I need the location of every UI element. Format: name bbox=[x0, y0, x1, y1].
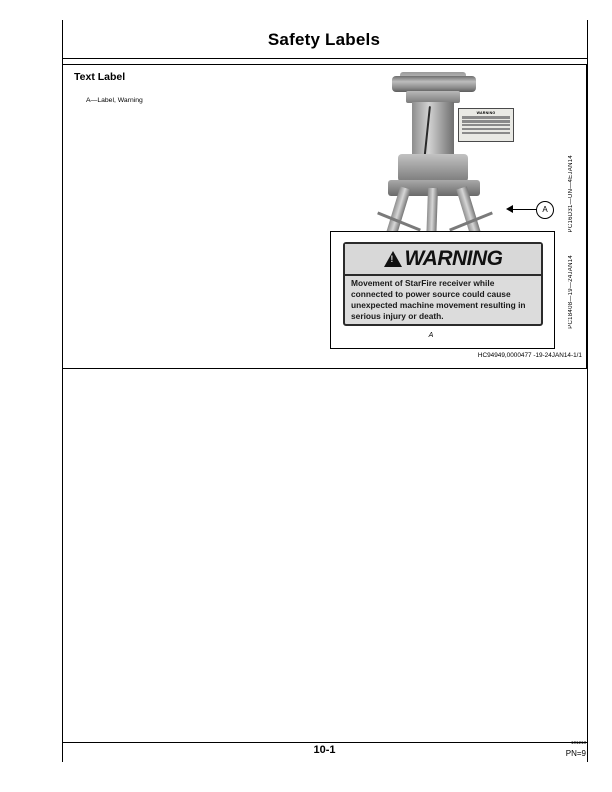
tripod-head bbox=[392, 76, 476, 92]
machine-warning-decal bbox=[458, 108, 514, 142]
figure-side-code-bottom: PC18408—19—24JAN14 bbox=[568, 255, 574, 329]
decal-text-line bbox=[462, 116, 510, 118]
warning-body-text: Movement of StarFire receiver while connected to power source could cause unexpected machine movement resulting in serious injury or death. bbox=[351, 278, 526, 321]
decal-text-line bbox=[462, 124, 510, 126]
footer-pn: PN=9 bbox=[565, 749, 586, 758]
decal-text-line bbox=[462, 120, 510, 122]
footer-date-code: 101213 bbox=[570, 740, 586, 745]
tripod-photo bbox=[340, 70, 525, 250]
section-heading: Text Label bbox=[74, 71, 126, 83]
warning-header bbox=[345, 244, 541, 276]
page-title: Safety Labels bbox=[267, 30, 381, 49]
footer-divider bbox=[62, 742, 587, 743]
decal-text-line bbox=[462, 132, 510, 134]
decal-signal-word: WARNING bbox=[476, 111, 496, 115]
warning-triangle-icon bbox=[384, 251, 402, 267]
figure-caption: A bbox=[428, 332, 434, 339]
header-divider bbox=[62, 58, 587, 59]
warning-label-panel bbox=[330, 231, 555, 349]
figure-id: HC94949,0000477 -19-24JAN14-1/1 bbox=[477, 352, 582, 359]
decal-text-line bbox=[462, 128, 510, 130]
tripod-column bbox=[412, 102, 454, 154]
tripod-hub bbox=[398, 154, 468, 182]
figure-block bbox=[330, 70, 555, 360]
legend-item-a: A—Label, Warning bbox=[86, 97, 143, 104]
page-number: 10-1 bbox=[313, 744, 336, 756]
warning-label bbox=[343, 242, 543, 326]
callout-badge-a: A bbox=[536, 201, 554, 219]
warning-signal-word: WARNING bbox=[404, 247, 503, 270]
right-margin-rule bbox=[587, 20, 588, 762]
figure-side-code-top: PC16D31—UN—4EJAN14 bbox=[568, 155, 574, 233]
